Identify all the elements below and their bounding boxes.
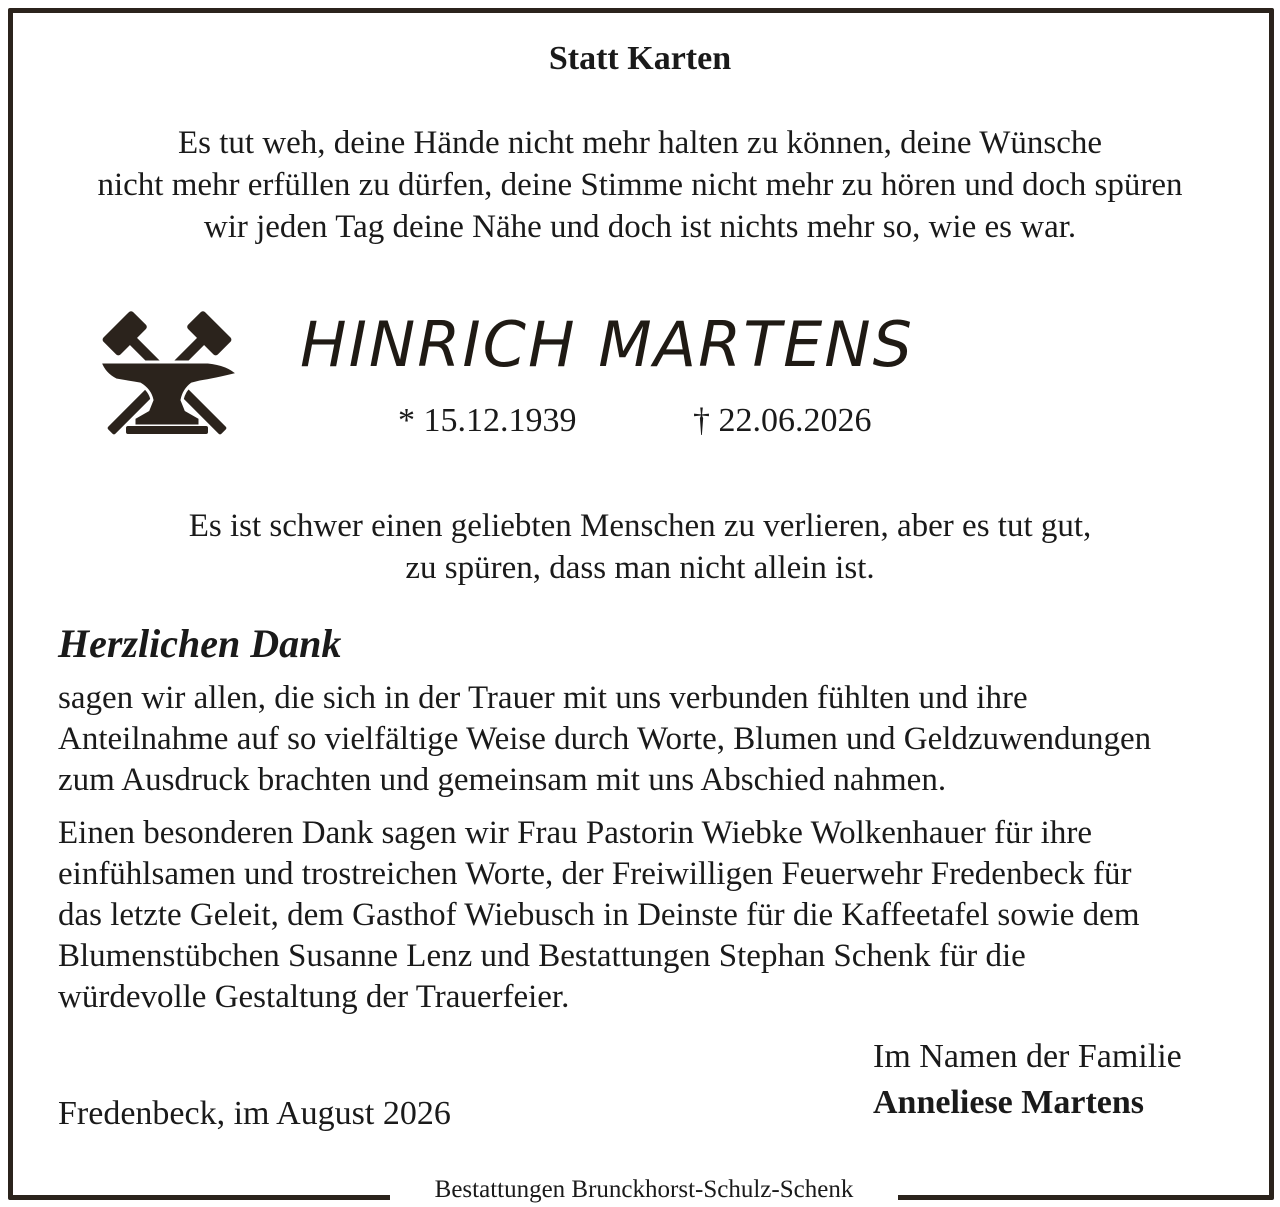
poem-line: Es tut weh, deine Hände nicht mehr halten zu können, deine Wünsche [177, 125, 1103, 161]
death-date: † 22.06.2026 [693, 402, 872, 439]
paragraph-line: würdevolle Gestaltung der Trauerfeier. [58, 979, 570, 1015]
paragraph-line: Blumenstübchen Susanne Lenz und Bestattungen Stephan Schenk für die [58, 938, 1026, 974]
special-thanks-paragraph [58, 813, 1238, 1018]
signature-intro: Im Namen der Familie [873, 1038, 1182, 1075]
heading: Statt Karten [548, 40, 732, 77]
paragraph-line: zum Ausdruck brachten und gemeinsam mit uns Abschied nahmen. [58, 762, 947, 798]
quote [0, 505, 1280, 589]
quote-line: Es ist schwer einen geliebten Menschen zu verlieren, aber es tut gut, [188, 508, 1092, 544]
funeral-home-footer: Bestattungen Brunckhorst-Schulz-Schenk [390, 1173, 898, 1207]
thanks-title: Herzlichen Dank [58, 621, 342, 666]
signature-name: Anneliese Martens [873, 1084, 1145, 1121]
quote-line: zu spüren, dass man nicht allein ist. [405, 550, 875, 586]
paragraph-line: sagen wir allen, die sich in der Trauer mit uns verbunden fühlten und ihre [58, 680, 1028, 716]
paragraph-line: das letzte Geleit, dem Gasthof Wiebusch in Deinste für die Kaffeetafel sowie dem [58, 897, 1140, 933]
paragraph-line: Einen besonderen Dank sagen wir Frau Pastorin Wiebke Wolkenhauer für ihre [58, 815, 1092, 851]
paragraph-line: Anteilnahme auf so vielfältige Weise durch Worte, Blumen und Geldzuwendungen [58, 721, 1152, 757]
paragraph-line: einfühlsamen und trostreichen Worte, der Freiwilligen Feuerwehr Fredenbeck für [58, 856, 1132, 892]
poem [0, 122, 1280, 248]
thanks-paragraph [58, 678, 1238, 801]
place-date: Fredenbeck, im August 2026 [58, 1095, 451, 1132]
poem-line: wir jeden Tag deine Nähe und doch ist nichts mehr so, wie es war. [203, 209, 1077, 245]
birth-date: * 15.12.1939 [398, 402, 577, 439]
poem-line: nicht mehr erfüllen zu dürfen, deine Stimme nicht mehr zu hören und doch spüren [97, 167, 1183, 203]
hammers-and-anvil-icon [96, 310, 238, 440]
deceased-name: HINRICH MARTENS [300, 308, 915, 381]
